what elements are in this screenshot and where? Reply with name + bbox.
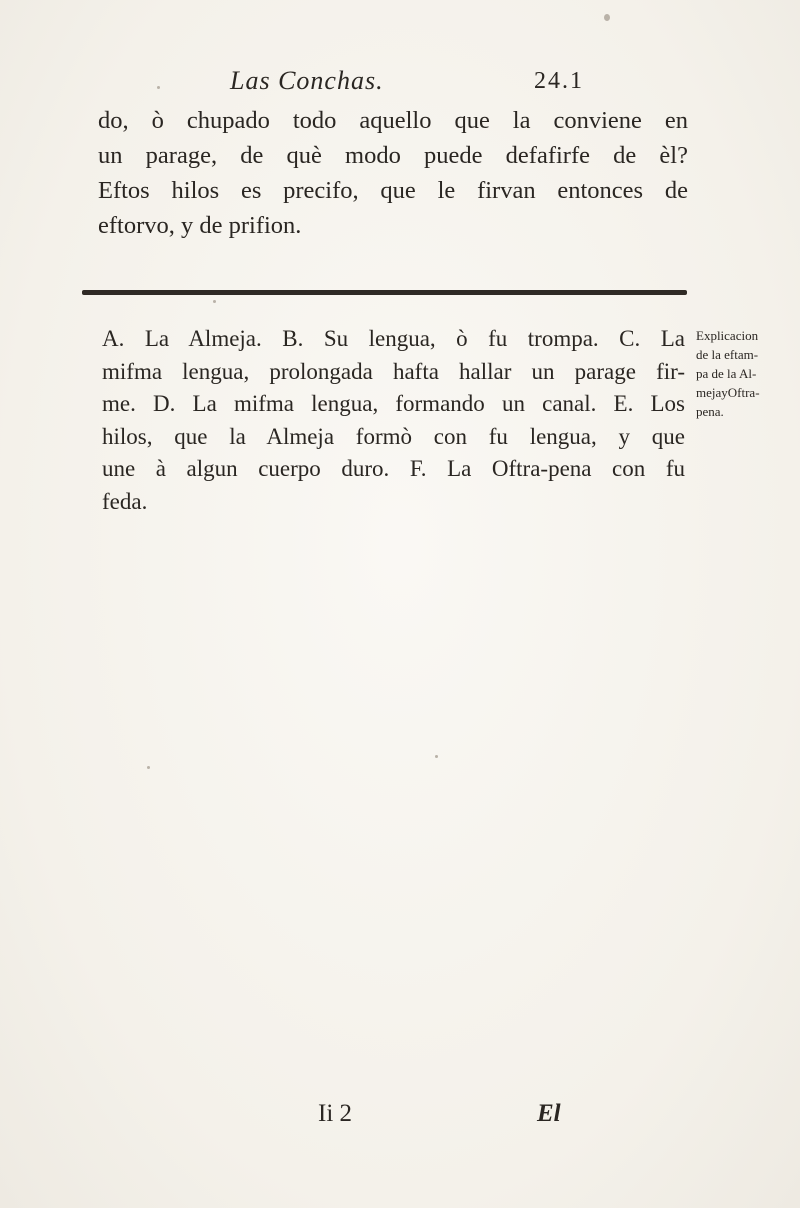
body-line: eftorvo, y de prifion. [98,212,302,239]
paper-speck [213,300,216,303]
caption-line: A. La Almeja. B. Su lengua, ò fu trompa. C. La [102,326,685,351]
body-line: do, ò chupado todo aquello que la conviene en [98,107,688,134]
page-number: 24.1 [534,68,584,94]
caption-line: hilos, que la Almeja formò con fu lengua, y que [102,423,685,449]
caption-line: une à algun cuerpo duro. F. La Oftra-pena con fu [102,456,685,481]
paper-speck [604,14,610,21]
page-header [230,66,610,106]
paper-speck [147,766,150,769]
paper-speck [157,86,160,89]
caption-line: mifma lengua, prolongada hafta hallar un parage fir- [102,358,685,384]
body-paragraph [98,103,688,243]
signature-mark: Ii 2 [318,1100,353,1127]
margin-note-line: pena. [696,404,724,419]
catchword: El [537,1100,561,1127]
margin-note-line: pa de la Al- [696,366,757,381]
body-line: un parage, de què modo puede defafirfe de èl? [98,142,688,169]
running-title: Las Conchas. [230,66,384,95]
caption-line: feda. [102,488,148,514]
margin-note-line: mejayOftra- [696,385,760,400]
margin-note [696,326,796,421]
plate-caption [102,323,685,518]
paper-speck [435,755,438,758]
margin-note-line: Explicacion [696,328,759,343]
horizontal-rule [82,290,687,295]
caption-line: me. D. La mifma lengua, formando un canal. E. Los [102,391,685,416]
body-line: Eftos hilos es precifo, que le firvan entonces de [98,177,688,204]
margin-note-line: de la eftam- [696,347,759,362]
